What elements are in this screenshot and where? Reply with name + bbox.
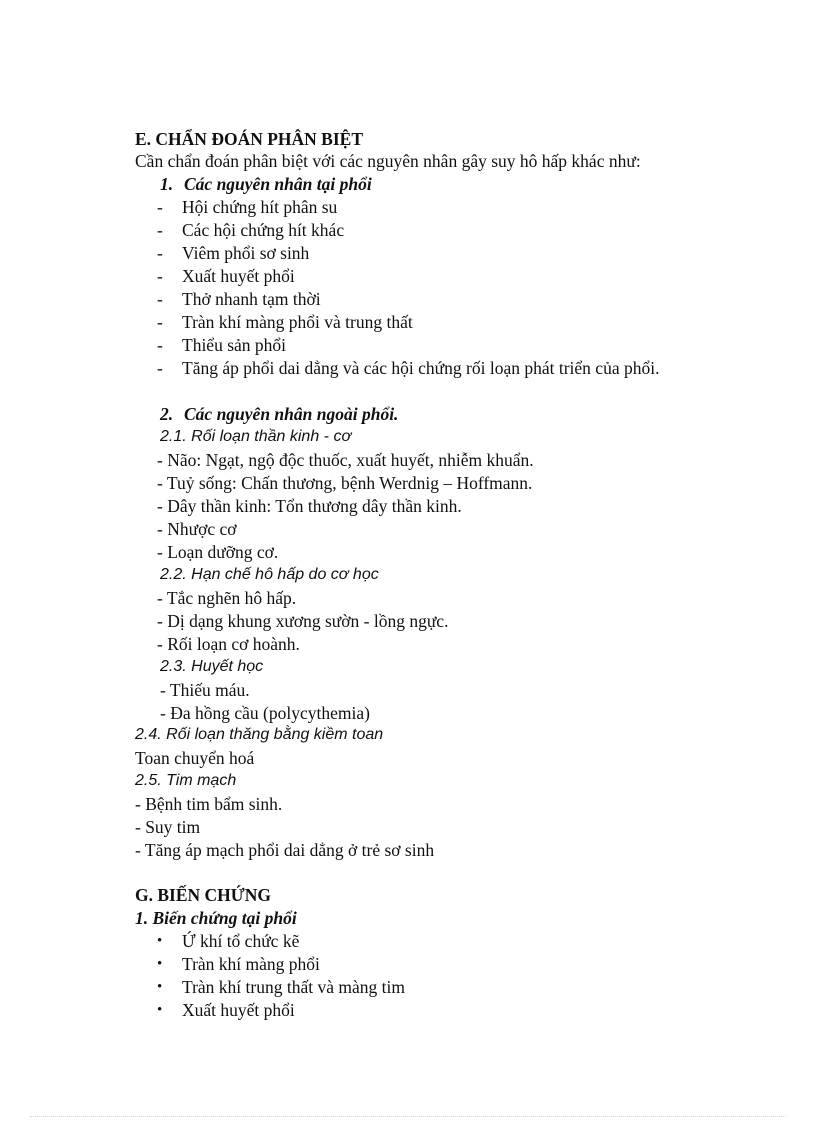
list-item-text: Viêm phổi sơ sinh xyxy=(182,243,310,263)
section-g-group1-title: 1. Biến chứng tại phổi xyxy=(135,908,297,928)
subsection-2-1-title: 2.1. Rối loạn thần kinh - cơ xyxy=(160,428,352,445)
list-item-text: Xuất huyết phổi xyxy=(182,266,295,286)
group1-number: 1. xyxy=(160,174,174,194)
bullet-marker: • xyxy=(157,956,163,972)
dash-marker: - xyxy=(157,358,163,378)
list-item: - Đa hồng cầu (polycythemia) xyxy=(160,703,370,723)
list-item-text: Ứ khí tổ chức kẽ xyxy=(182,931,300,951)
list-item: - Bệnh tim bẩm sinh. xyxy=(135,794,283,814)
dash-marker: - xyxy=(157,220,163,240)
list-item-text: Các hội chứng hít khác xyxy=(182,220,345,240)
dash-marker: - xyxy=(157,312,163,332)
list-item-text: Xuất huyết phổi xyxy=(182,1000,295,1020)
bullet-marker: • xyxy=(157,933,163,949)
subsection-2-3-title: 2.3. Huyết học xyxy=(160,658,264,675)
group2-title: Các nguyên nhân ngoài phổi. xyxy=(184,404,399,424)
list-item-text: Hội chứng hít phân su xyxy=(182,197,338,217)
dash-marker: - xyxy=(157,197,163,217)
dash-marker: - xyxy=(157,289,163,309)
section-e-heading: E. CHẨN ĐOÁN PHÂN BIỆT xyxy=(135,129,364,149)
list-item: - Nhược cơ xyxy=(157,519,237,539)
dash-marker: - xyxy=(157,335,163,355)
subsection-2-2-title: 2.2. Hạn chế hô hấp do cơ học xyxy=(160,566,379,583)
list-item: - Thiếu máu. xyxy=(160,680,250,700)
page-footer-rule xyxy=(30,1116,786,1117)
list-item: - Loạn dưỡng cơ. xyxy=(157,542,279,562)
list-item: - Rối loạn cơ hoành. xyxy=(157,634,300,654)
list-item-text: Thiểu sản phổi xyxy=(182,335,287,355)
list-item-text: Thở nhanh tạm thời xyxy=(182,289,321,309)
group1-title: Các nguyên nhân tại phổi xyxy=(184,174,372,194)
list-item: - Dị dạng khung xương sườn - lồng ngực. xyxy=(157,611,449,631)
list-item-text: Tràn khí màng phổi và trung thất xyxy=(182,312,413,332)
bullet-marker: • xyxy=(157,979,163,995)
dash-marker: - xyxy=(157,266,163,286)
list-item: Toan chuyển hoá xyxy=(135,748,255,768)
section-g-heading: G. BIẾN CHỨNG xyxy=(135,885,271,905)
bullet-marker: • xyxy=(157,1002,163,1018)
list-item: - Tăng áp mạch phổi dai dẳng ở trẻ sơ sinh xyxy=(135,840,435,860)
list-item: - Tuỷ sống: Chấn thương, bệnh Werdnig – Hoffmann. xyxy=(157,473,533,493)
list-item: - Tắc nghẽn hô hấp. xyxy=(157,588,297,608)
dash-marker: - xyxy=(157,243,163,263)
list-item: - Suy tim xyxy=(135,817,201,837)
list-item: - Não: Ngạt, ngộ độc thuốc, xuất huyết, nhiễm khuẩn. xyxy=(157,450,534,470)
list-item-text: Tràn khí màng phổi xyxy=(182,954,320,974)
list-item-text: Tăng áp phổi dai dẳng và các hội chứng rối loạn phát triển của phổi. xyxy=(182,358,660,378)
subsection-2-5-title: 2.5. Tim mạch xyxy=(135,772,237,789)
group2-heading xyxy=(160,403,398,425)
group1-heading xyxy=(160,173,372,195)
subsection-2-4-title: 2.4. Rối loạn thăng bằng kiềm toan xyxy=(135,726,384,743)
group2-number: 2. xyxy=(160,404,174,424)
list-item: - Dây thần kinh: Tổn thương dây thần kinh. xyxy=(157,496,462,516)
section-e-intro: Cần chẩn đoán phân biệt với các nguyên nhân gây suy hô hấp khác như: xyxy=(135,151,641,171)
list-item-text: Tràn khí trung thất và màng tim xyxy=(182,977,405,997)
